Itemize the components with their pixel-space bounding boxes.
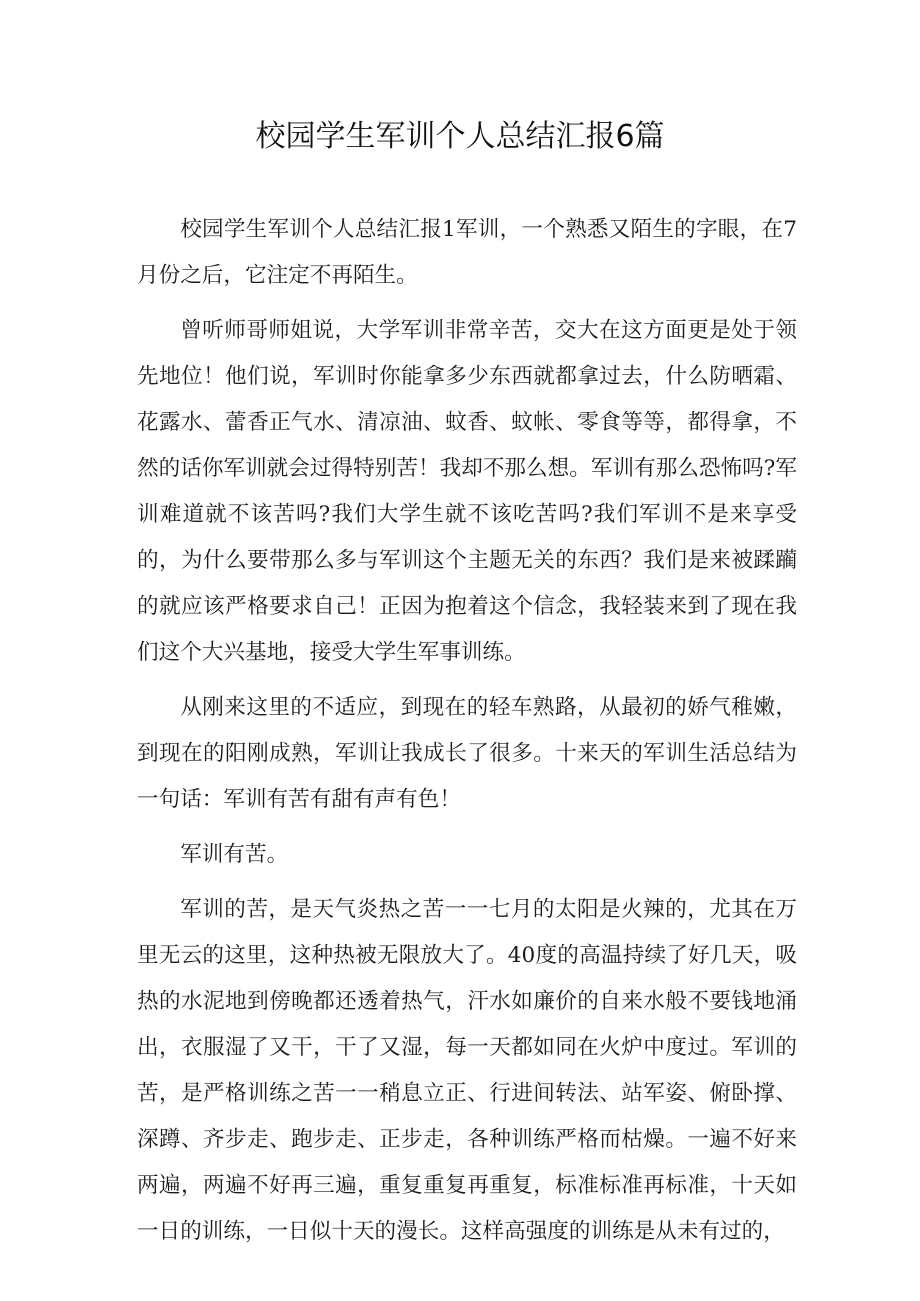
paragraph: 校园学生军训个人总结汇报1军训，一个熟悉又陌生的字眼，在7月份之后，它注定不再陌生。 [137, 217, 797, 288]
document-body [137, 207, 797, 1264]
paragraph: 军训有苦。 [180, 842, 289, 867]
document-title: 校园学生军训个人总结汇报6篇 [255, 119, 665, 154]
paragraph: 曾听师哥师姐说，大学军训非常辛苦，交大在这方面更是处于领先地位！他们说，军训时你能拿多少东西就都拿过去，什么防晒霜、花露水、蕾香正气水、清凉油、蚊香、蚊帐、零食等等，都得拿，不然的话你军训就会过得特别苦！我却不那么想。军训有那么恐怖吗?军训难道就不该苦吗?我们大学生就不该吃苦吗?我们军训不是来享受的，为什么要带那么多与军训这个主题无关的东西？我们是来被蹂躏的就应该严格要求自己！正因为抱着这个信念，我轻装来到了现在我们这个大兴基地，接受大学生军事训练。 [137, 318, 797, 665]
paragraph: 从刚来这里的不适应，到现在的轻车熟路，从最初的娇气稚嫩，到现在的阳刚成熟，军训让我成长了很多。十来天的军训生活总结为一句话：军训有苦有甜有声有色！ [137, 695, 797, 812]
paragraph: 军训的苦，是天气炎热之苦一一七月的太阳是火辣的，尤其在万里无云的这里，这种热被无限放大了。40度的高温持续了好几天，吸热的水泥地到傍晚都还透着热气，汗水如廉价的自来水般不要钱地涌出，衣服湿了又干，干了又湿，每一天都如同在火炉中度过。军训的苦，是严格训练之苦一一稍息立正、行进间转法、站军姿、俯卧撑、深蹲、齐步走、跑步走、正步走，各种训练严格而枯燥。一遍不好来两遍，两遍不好再三遍，重复重复再重复，标准标准再标准，十天如一日的训练，一日似十天的漫长。这样高强度的训练是从未有过的， [137, 897, 797, 1244]
